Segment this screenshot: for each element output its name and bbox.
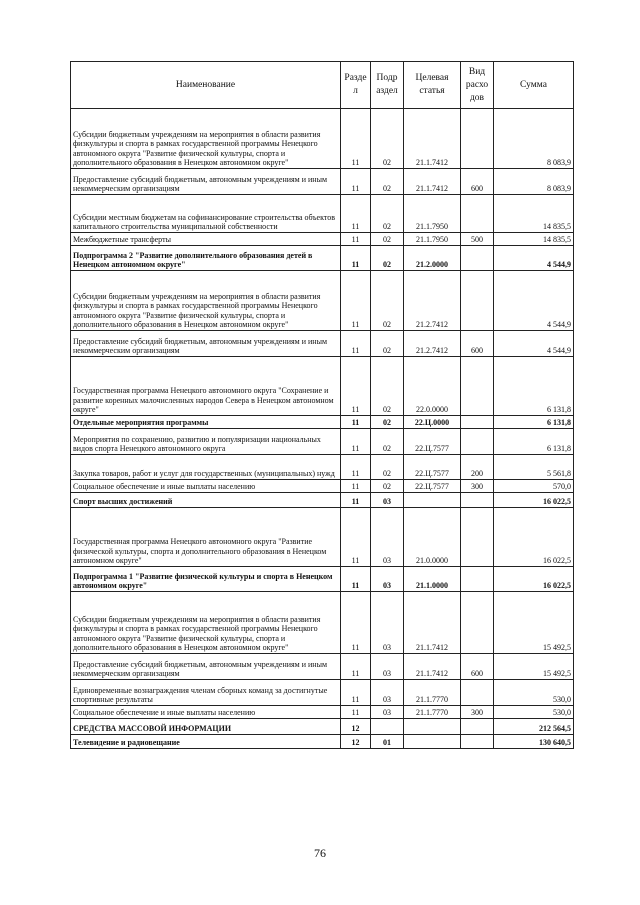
row-expense-type	[461, 592, 494, 654]
row-amount: 14 835,5	[494, 195, 574, 233]
table-row	[71, 109, 574, 169]
row-subsection: 02	[371, 246, 404, 271]
row-section: 11	[341, 493, 371, 508]
row-target	[404, 735, 461, 749]
table-row	[71, 480, 574, 493]
row-expense-type	[461, 680, 494, 706]
table-row	[71, 680, 574, 706]
row-expense-type	[461, 246, 494, 271]
row-expense-type	[461, 416, 494, 429]
row-expense-type	[461, 357, 494, 416]
row-amount: 8 083,9	[494, 109, 574, 169]
table-row	[71, 233, 574, 246]
row-target: 22.0.0000	[404, 357, 461, 416]
row-name: Подпрограмма 1 "Развитие физической культуры и спорта в Ненецком автономном округе"	[71, 567, 341, 592]
row-amount: 570,0	[494, 480, 574, 493]
row-expense-type: 300	[461, 480, 494, 493]
row-amount: 4 544,9	[494, 271, 574, 331]
row-expense-type	[461, 429, 494, 455]
row-section: 11	[341, 271, 371, 331]
row-name: Подпрограмма 2 "Развитие дополнительного образования детей в Ненецком автономном округе"	[71, 246, 341, 271]
row-target: 21.1.7412	[404, 169, 461, 195]
row-target: 21.1.7412	[404, 592, 461, 654]
row-section: 11	[341, 331, 371, 357]
row-target: 22.Ц.0000	[404, 416, 461, 429]
row-section: 11	[341, 567, 371, 592]
row-section: 11	[341, 195, 371, 233]
table-row	[71, 508, 574, 567]
row-target: 22.Ц.7577	[404, 429, 461, 455]
page-number: 76	[314, 846, 326, 860]
row-expense-type	[461, 508, 494, 567]
row-subsection: 02	[371, 195, 404, 233]
table-row	[71, 357, 574, 416]
row-subsection: 02	[371, 455, 404, 480]
row-target: 21.2.7412	[404, 331, 461, 357]
row-target	[404, 493, 461, 508]
row-amount: 530,0	[494, 706, 574, 719]
row-amount: 130 640,5	[494, 735, 574, 749]
row-amount: 5 561,8	[494, 455, 574, 480]
row-expense-type	[461, 109, 494, 169]
row-amount: 15 492,5	[494, 592, 574, 654]
row-section: 11	[341, 680, 371, 706]
row-target: 21.2.7412	[404, 271, 461, 331]
row-target: 21.1.7412	[404, 109, 461, 169]
row-subsection: 03	[371, 654, 404, 680]
table-row	[71, 455, 574, 480]
row-expense-type	[461, 719, 494, 735]
row-name: Единовременные вознаграждения членам сборных команд за достигнутые спортивные результаты	[71, 680, 341, 706]
row-amount: 212 564,5	[494, 719, 574, 735]
row-amount: 6 131,8	[494, 357, 574, 416]
row-subsection: 02	[371, 429, 404, 455]
header-subsection: Подр аздел	[371, 62, 404, 109]
row-expense-type: 300	[461, 706, 494, 719]
row-expense-type	[461, 493, 494, 508]
table-row	[71, 195, 574, 233]
row-name: Мероприятия по сохранению, развитию и популяризации национальных видов спорта Ненецкого автономного округа	[71, 429, 341, 455]
row-target: 21.2.0000	[404, 246, 461, 271]
row-name: Социальное обеспечение и иные выплаты населению	[71, 480, 341, 493]
row-name: Закупка товаров, работ и услуг для государственных (муниципальных) нужд	[71, 455, 341, 480]
budget-table	[70, 61, 574, 749]
row-subsection: 02	[371, 109, 404, 169]
row-subsection: 02	[371, 169, 404, 195]
row-section: 11	[341, 508, 371, 567]
table-row	[71, 654, 574, 680]
table-header-row	[71, 62, 574, 109]
row-amount: 15 492,5	[494, 654, 574, 680]
row-name: Телевидение и радиовещание	[71, 735, 341, 749]
row-name: СРЕДСТВА МАССОВОЙ ИНФОРМАЦИИ	[71, 719, 341, 735]
row-amount: 6 131,8	[494, 429, 574, 455]
row-amount: 16 022,5	[494, 567, 574, 592]
row-section: 11	[341, 357, 371, 416]
row-target: 21.1.7950	[404, 195, 461, 233]
row-subsection: 03	[371, 493, 404, 508]
row-amount: 16 022,5	[494, 508, 574, 567]
row-section: 12	[341, 735, 371, 749]
row-subsection: 03	[371, 592, 404, 654]
header-section: Разде л	[341, 62, 371, 109]
table-row	[71, 416, 574, 429]
row-name: Субсидии бюджетным учреждениям на мероприятия в области развития физкультуры и спорта в рамках государственной программы Ненецкого автономного округа "Развитие физической культуры, спорта и дополнительного образования в Ненецком автономном округе"	[71, 592, 341, 654]
row-subsection: 03	[371, 567, 404, 592]
row-name: Социальное обеспечение и иные выплаты населению	[71, 706, 341, 719]
row-name: Субсидии бюджетным учреждениям на мероприятия в области развития физкультуры и спорта в рамках государственной программы Ненецкого автономного округа "Развитие физической культуры, спорта и дополнительного образования в Ненецком автономном округе"	[71, 109, 341, 169]
header-name: Наименование	[71, 62, 341, 109]
row-name: Субсидии местным бюджетам на софинансирование строительства объектов капитального строительства муниципальной собственности	[71, 195, 341, 233]
row-name: Отдельные мероприятия программы	[71, 416, 341, 429]
table-row	[71, 592, 574, 654]
row-target	[404, 719, 461, 735]
table-row	[71, 429, 574, 455]
header-target: Целевая статья	[404, 62, 461, 109]
row-subsection: 02	[371, 357, 404, 416]
row-subsection: 02	[371, 416, 404, 429]
row-name: Предоставление субсидий бюджетным, автономным учреждениям и иным некоммерческим организациям	[71, 331, 341, 357]
table-row	[71, 246, 574, 271]
row-section: 11	[341, 416, 371, 429]
row-subsection	[371, 719, 404, 735]
row-expense-type	[461, 195, 494, 233]
row-section: 11	[341, 592, 371, 654]
row-amount: 4 544,9	[494, 331, 574, 357]
row-expense-type: 500	[461, 233, 494, 246]
table-row	[71, 719, 574, 735]
table-row	[71, 735, 574, 749]
row-section: 11	[341, 480, 371, 493]
row-amount: 8 083,9	[494, 169, 574, 195]
row-amount: 6 131,8	[494, 416, 574, 429]
row-subsection: 02	[371, 271, 404, 331]
row-name: Государственная программа Ненецкого автономного округа "Сохранение и развитие коренных малочисленных народов Севера в Ненецком автономном округе"	[71, 357, 341, 416]
row-subsection: 01	[371, 735, 404, 749]
row-section: 11	[341, 706, 371, 719]
row-target: 21.1.7770	[404, 706, 461, 719]
row-section: 11	[341, 109, 371, 169]
row-expense-type	[461, 735, 494, 749]
row-expense-type	[461, 567, 494, 592]
row-name: Спорт высших достижений	[71, 493, 341, 508]
row-target: 21.1.7770	[404, 680, 461, 706]
row-name: Межбюджетные трансферты	[71, 233, 341, 246]
table-row	[71, 567, 574, 592]
row-amount: 530,0	[494, 680, 574, 706]
row-expense-type: 600	[461, 169, 494, 195]
row-name: Субсидии бюджетным учреждениям на мероприятия в области развития физкультуры и спорта в рамках государственной программы Ненецкого автономного округа "Развитие физической культуры, спорта и дополнительного образования в Ненецком автономном округе"	[71, 271, 341, 331]
table-row	[71, 706, 574, 719]
row-target: 21.1.7950	[404, 233, 461, 246]
table-row	[71, 169, 574, 195]
row-target: 21.0.0000	[404, 508, 461, 567]
row-target: 21.1.0000	[404, 567, 461, 592]
header-expense-type: Вид расхо дов	[461, 62, 494, 109]
row-target: 22.Ц.7577	[404, 455, 461, 480]
row-subsection: 03	[371, 508, 404, 567]
row-subsection: 03	[371, 680, 404, 706]
row-section: 11	[341, 654, 371, 680]
row-expense-type	[461, 271, 494, 331]
row-subsection: 02	[371, 233, 404, 246]
row-section: 11	[341, 233, 371, 246]
row-section: 11	[341, 169, 371, 195]
row-amount: 14 835,5	[494, 233, 574, 246]
table-row	[71, 493, 574, 508]
row-target: 21.1.7412	[404, 654, 461, 680]
row-section: 11	[341, 429, 371, 455]
row-amount: 4 544,9	[494, 246, 574, 271]
row-name: Предоставление субсидий бюджетным, автономным учреждениям и иным некоммерческим организациям	[71, 169, 341, 195]
row-section: 12	[341, 719, 371, 735]
row-amount: 16 022,5	[494, 493, 574, 508]
row-expense-type: 200	[461, 455, 494, 480]
header-amount: Сумма	[494, 62, 574, 109]
row-expense-type: 600	[461, 654, 494, 680]
row-name: Государственная программа Ненецкого автономного округа "Развитие физической культуры, спорта и дополнительного образования в Ненецком автономном округе"	[71, 508, 341, 567]
row-subsection: 02	[371, 331, 404, 357]
table-row	[71, 331, 574, 357]
row-name: Предоставление субсидий бюджетным, автономным учреждениям и иным некоммерческим организациям	[71, 654, 341, 680]
row-subsection: 02	[371, 480, 404, 493]
table-row	[71, 271, 574, 331]
row-subsection: 03	[371, 706, 404, 719]
row-expense-type: 600	[461, 331, 494, 357]
row-section: 11	[341, 455, 371, 480]
row-section: 11	[341, 246, 371, 271]
row-target: 22.Ц.7577	[404, 480, 461, 493]
